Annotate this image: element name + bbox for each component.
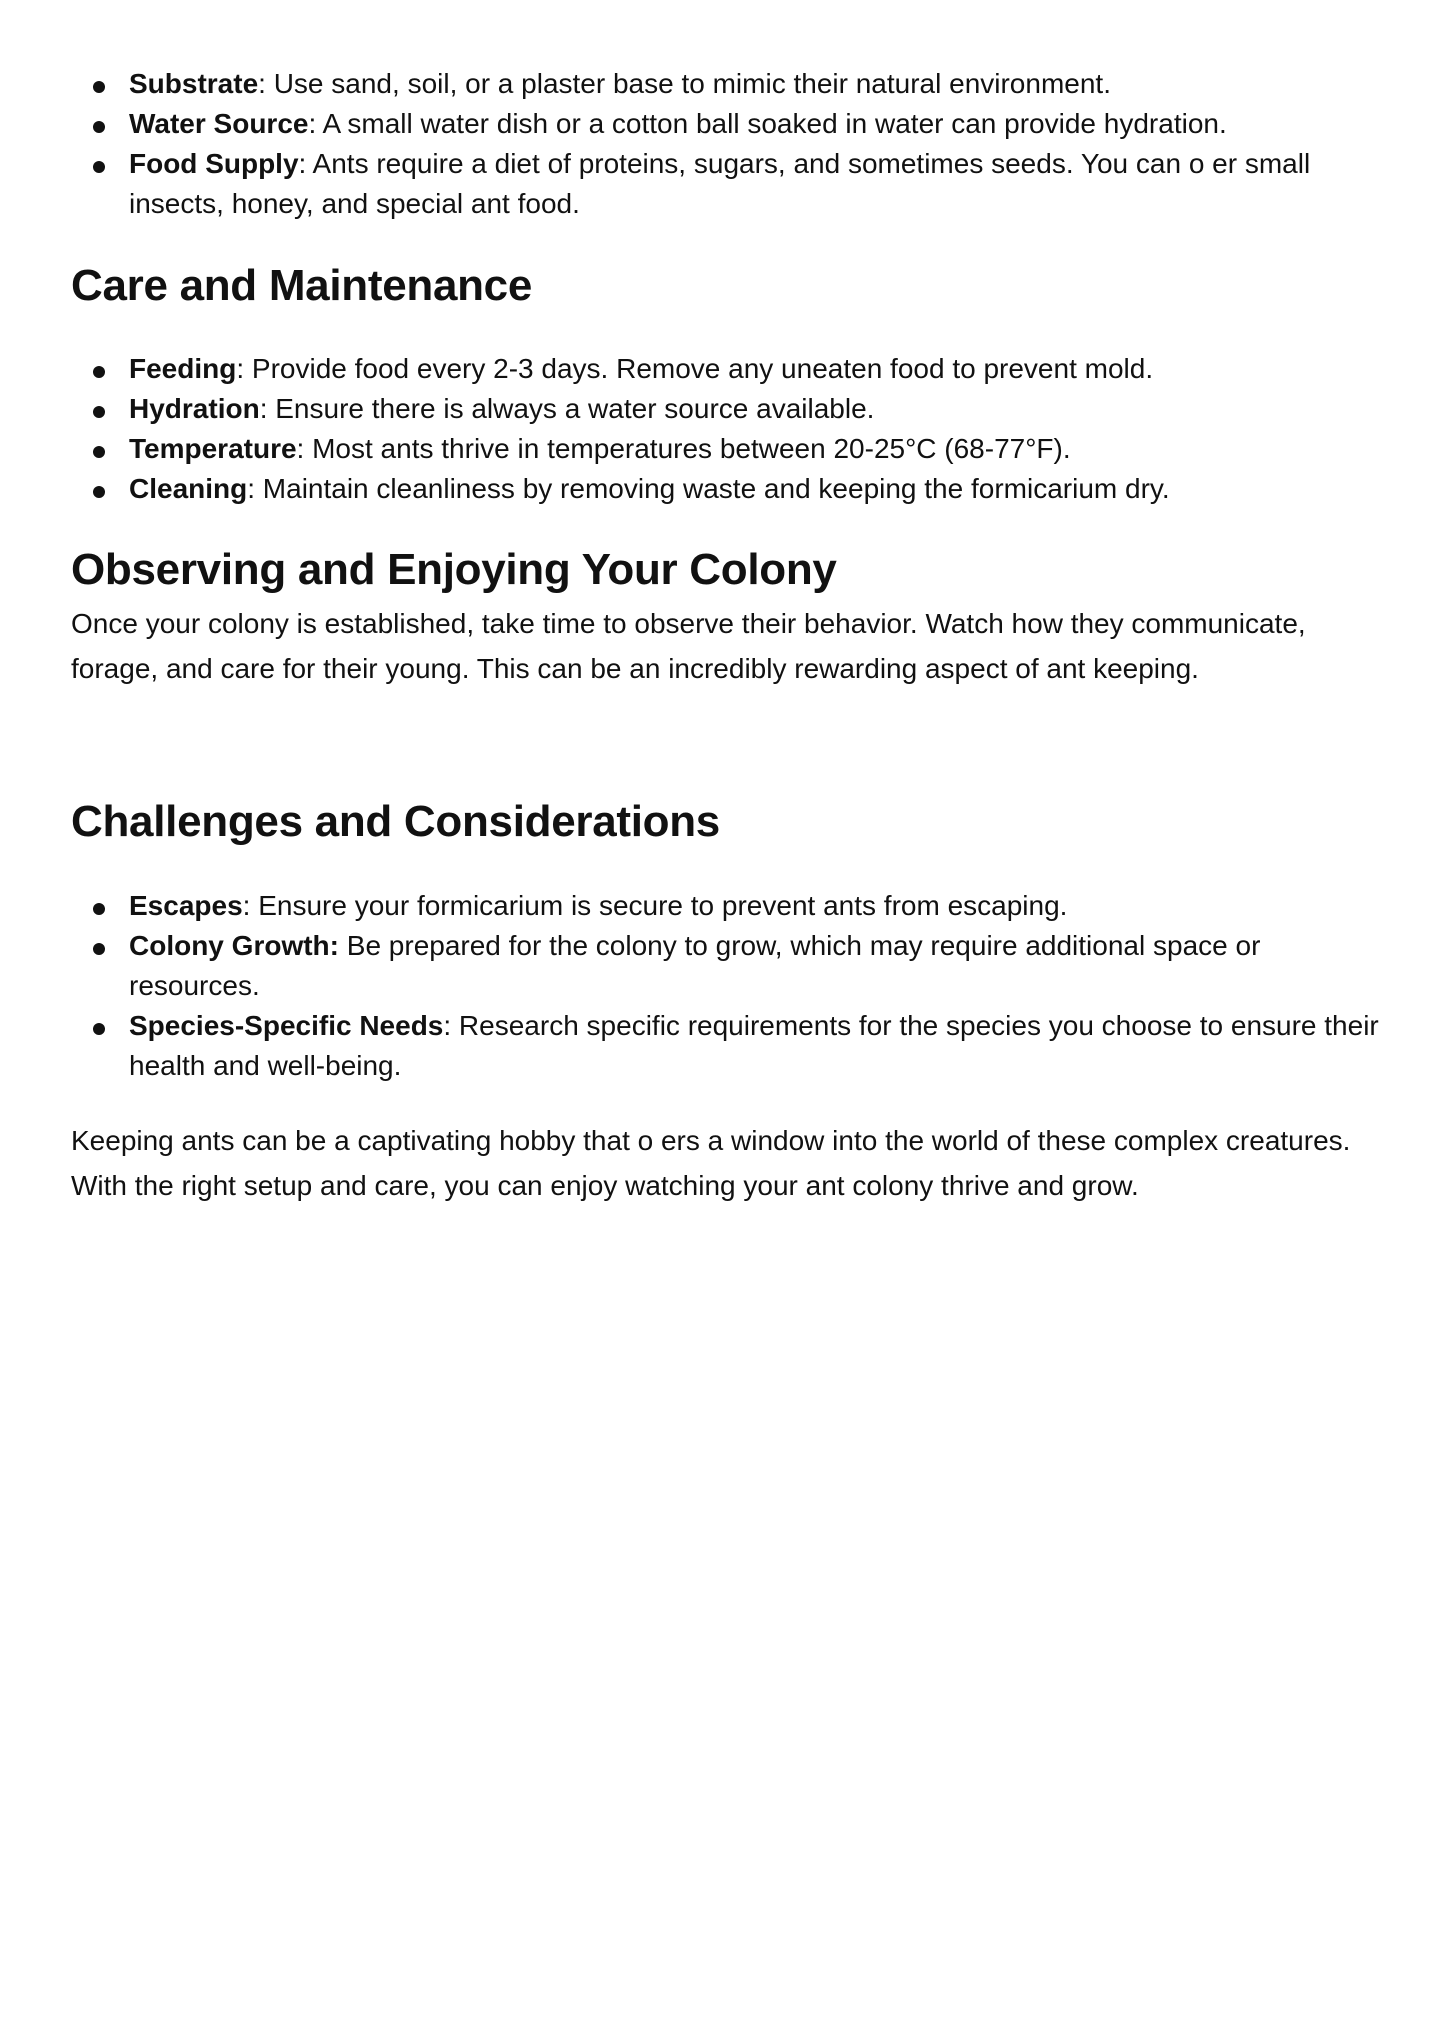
item-term: Escapes bbox=[129, 890, 243, 921]
list-item bbox=[71, 886, 1391, 926]
list-item bbox=[71, 469, 1170, 509]
bullet-icon bbox=[93, 1023, 105, 1035]
item-text: : Maintain cleanliness by removing waste and keeping the formicarium dry. bbox=[247, 473, 1170, 504]
item-term: Temperature bbox=[129, 433, 297, 464]
item-text: : Research specific requirements for the species you choose to ensure their health and well-being. bbox=[129, 1010, 1379, 1081]
item-text: : Ants require a diet of proteins, sugars, and sometimes seeds. You can o er small insects, honey, and special ant food. bbox=[129, 148, 1311, 219]
list-item bbox=[71, 64, 1369, 104]
list-item bbox=[71, 389, 1170, 429]
item-text: : Most ants thrive in temperatures between 20-25°C (68-77°F). bbox=[296, 433, 1071, 464]
item-term: Substrate bbox=[129, 68, 259, 99]
challenges-list bbox=[71, 886, 1391, 1086]
setup-list bbox=[71, 64, 1369, 224]
bullet-icon bbox=[93, 446, 105, 458]
section-heading-care: Care and Maintenance bbox=[71, 261, 533, 310]
list-item bbox=[71, 104, 1369, 144]
item-text: : Ensure your formicarium is secure to prevent ants from escaping. bbox=[242, 890, 1068, 921]
closing-paragraph: Keeping ants can be a captivating hobby that o ers a window into the world of these complex creatures. With the right setup and care, you can enjoy watching your ant colony thrive and grow. bbox=[71, 1125, 1351, 1201]
item-text: Be prepared for the colony to grow, which may require additional space or resources. bbox=[129, 930, 1261, 1001]
bullet-icon bbox=[93, 943, 105, 955]
bullet-icon bbox=[93, 81, 105, 93]
bullet-icon bbox=[93, 486, 105, 498]
item-text: : Ensure there is always a water source available. bbox=[259, 393, 875, 424]
item-term: Cleaning bbox=[129, 473, 248, 504]
bullet-icon bbox=[93, 366, 105, 378]
list-item bbox=[71, 926, 1391, 1006]
list-item bbox=[71, 144, 1369, 224]
item-term: Water Source bbox=[129, 108, 309, 139]
item-term: Food Supply bbox=[129, 148, 299, 179]
bullet-icon bbox=[93, 406, 105, 418]
item-term: Species-Specific Needs bbox=[129, 1010, 444, 1041]
section-heading-observing: Observing and Enjoying Your Colony bbox=[71, 545, 837, 594]
item-term: Feeding bbox=[129, 353, 237, 384]
list-item bbox=[71, 1006, 1391, 1086]
list-item bbox=[71, 429, 1170, 469]
item-term: Hydration bbox=[129, 393, 260, 424]
item-text: : A small water dish or a cotton ball soaked in water can provide hydration. bbox=[308, 108, 1227, 139]
bullet-icon bbox=[93, 121, 105, 133]
item-text: : Use sand, soil, or a plaster base to mimic their natural environment. bbox=[258, 68, 1111, 99]
bullet-icon bbox=[93, 903, 105, 915]
item-term: Colony Growth: bbox=[129, 930, 339, 961]
observing-paragraph: Once your colony is established, take time to observe their behavior. Watch how they communicate, forage, and care for their young. This can be an incredibly rewarding aspect of ant keeping. bbox=[71, 608, 1306, 684]
list-item bbox=[71, 349, 1170, 389]
care-list bbox=[71, 349, 1170, 509]
bullet-icon bbox=[93, 161, 105, 173]
item-text: : Provide food every 2-3 days. Remove any uneaten food to prevent mold. bbox=[236, 353, 1154, 384]
section-heading-challenges: Challenges and Considerations bbox=[71, 797, 720, 846]
